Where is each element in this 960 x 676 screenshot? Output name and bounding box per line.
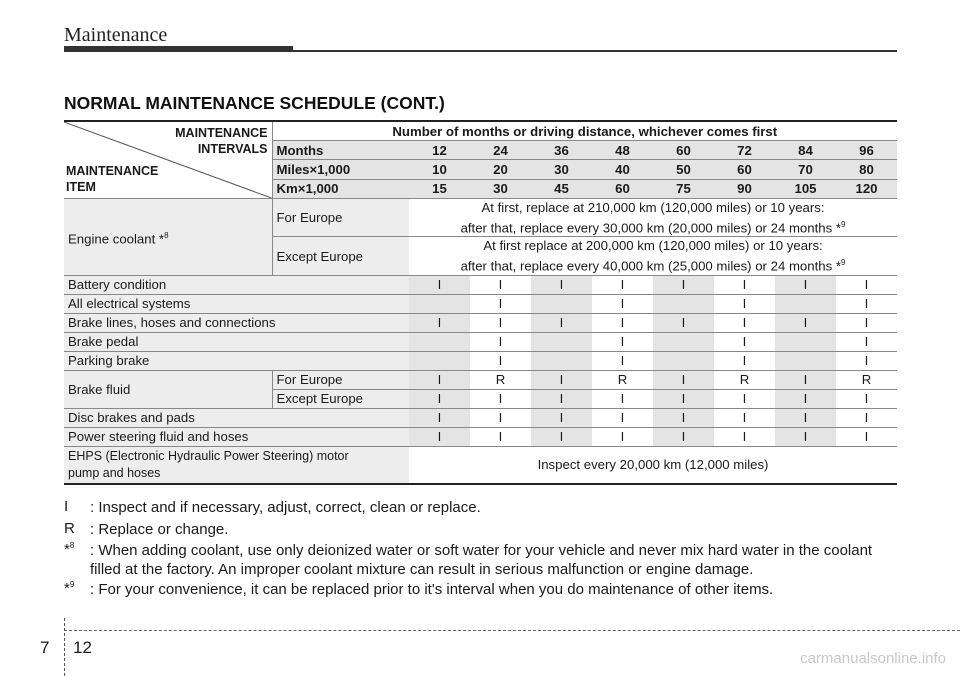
mark-cell: I: [836, 332, 897, 351]
row-item: Brake pedal: [64, 332, 409, 351]
table-row-brake-fluid-europe: [64, 370, 897, 389]
mark-cell: [775, 294, 836, 313]
mark-cell: [409, 351, 470, 370]
table-row: [64, 275, 897, 294]
mark-cell: I: [653, 313, 714, 332]
footer-rule: [64, 630, 960, 631]
mark-cell: I: [470, 313, 531, 332]
header-bar: [64, 46, 293, 52]
km-cell: 45: [531, 179, 592, 198]
table-row: [64, 294, 897, 313]
mark-cell: [775, 351, 836, 370]
mark-cell: I: [470, 408, 531, 427]
mark-cell: I: [714, 313, 775, 332]
legend-note-8: [64, 541, 873, 578]
mark-cell: I: [836, 351, 897, 370]
miles-cell: 50: [653, 160, 714, 179]
mark-cell: I: [470, 332, 531, 351]
legend-text: : Replace or change.: [90, 521, 229, 538]
mark-cell: I: [653, 408, 714, 427]
mark-cell: I: [714, 408, 775, 427]
mark-cell: I: [775, 389, 836, 408]
mark-cell: I: [836, 275, 897, 294]
coolant-except-label: Except Europe: [272, 237, 409, 275]
mark-cell: [531, 294, 592, 313]
header-rule: [293, 50, 897, 52]
mark-cell: I: [409, 275, 470, 294]
mark-cell: R: [714, 370, 775, 389]
coolant-except-value: At first replace at 200,000 km (120,000 miles) or 10 years: after that, replace every 40,000 km (25,000 miles) or 24 months *$^9$: [409, 237, 897, 275]
row-item: Brake lines, hoses and connections: [64, 313, 409, 332]
table-row: [64, 313, 897, 332]
months-cell: 84: [775, 141, 836, 160]
km-label: Km×1,000: [272, 179, 409, 198]
legend-key: *$^8$: [64, 541, 75, 558]
mark-cell: I: [836, 427, 897, 446]
corner-item-label: MAINTENANCE ITEM: [66, 164, 159, 194]
table-corner-header: [64, 121, 272, 199]
mark-cell: I: [592, 351, 653, 370]
table-row-coolant-europe: [64, 199, 897, 237]
mark-cell: I: [470, 351, 531, 370]
mark-cell: I: [714, 427, 775, 446]
page-number: 12: [73, 638, 92, 657]
mark-cell: I: [531, 370, 592, 389]
mark-cell: I: [775, 275, 836, 294]
mark-cell: I: [775, 313, 836, 332]
page-header-title: Maintenance: [64, 24, 168, 46]
km-cell: 105: [775, 179, 836, 198]
mark-cell: I: [409, 313, 470, 332]
mark-cell: [775, 332, 836, 351]
mark-cell: I: [470, 294, 531, 313]
watermark-text: carmanualsonline.info: [800, 650, 946, 667]
mark-cell: [409, 332, 470, 351]
interval-header: Number of months or driving distance, whichever comes first: [272, 121, 897, 141]
months-cell: 96: [836, 141, 897, 160]
mark-cell: I: [836, 294, 897, 313]
miles-cell: 40: [592, 160, 653, 179]
legend-note-9: [64, 580, 774, 598]
row-item: Power steering fluid and hoses: [64, 427, 409, 446]
miles-cell: 10: [409, 160, 470, 179]
coolant-europe-label: For Europe: [272, 199, 409, 237]
miles-cell: 70: [775, 160, 836, 179]
chapter-number: 7: [40, 638, 50, 657]
mark-cell: [409, 294, 470, 313]
mark-cell: I: [714, 389, 775, 408]
mark-cell: I: [714, 294, 775, 313]
months-cell: 48: [592, 141, 653, 160]
brake-fluid-item: Brake fluid: [64, 370, 272, 408]
mark-cell: I: [531, 275, 592, 294]
row-item: Disc brakes and pads: [64, 408, 409, 427]
mark-cell: I: [531, 427, 592, 446]
mark-cell: [531, 332, 592, 351]
coolant-item: Engine coolant *$^8$: [64, 199, 272, 276]
km-cell: 90: [714, 179, 775, 198]
mark-cell: I: [409, 370, 470, 389]
km-cell: 15: [409, 179, 470, 198]
miles-cell: 80: [836, 160, 897, 179]
mark-cell: I: [531, 408, 592, 427]
km-cell: 120: [836, 179, 897, 198]
months-label: Months: [272, 141, 409, 160]
mark-cell: I: [592, 408, 653, 427]
mark-cell: [653, 332, 714, 351]
mark-cell: [531, 351, 592, 370]
mark-cell: I: [653, 389, 714, 408]
mark-cell: I: [592, 275, 653, 294]
legend-key: R: [64, 520, 75, 537]
mark-cell: I: [470, 275, 531, 294]
legend-text: : For your convenience, it can be replaced prior to it's interval when you do maintenance of other items.: [90, 581, 774, 598]
footer-divider: [64, 618, 66, 676]
months-cell: 12: [409, 141, 470, 160]
mark-cell: I: [470, 389, 531, 408]
months-cell: 60: [653, 141, 714, 160]
legend-key: *$^9$: [64, 580, 75, 597]
ehps-value: Inspect every 20,000 km (12,000 miles): [409, 446, 897, 484]
row-item: Parking brake: [64, 351, 409, 370]
mark-cell: I: [592, 294, 653, 313]
section-title: NORMAL MAINTENANCE SCHEDULE (CONT.): [64, 93, 445, 113]
km-cell: 75: [653, 179, 714, 198]
mark-cell: I: [409, 389, 470, 408]
months-cell: 72: [714, 141, 775, 160]
mark-cell: I: [409, 427, 470, 446]
mark-cell: I: [531, 313, 592, 332]
mark-cell: I: [836, 313, 897, 332]
mark-cell: I: [714, 332, 775, 351]
mark-cell: [653, 294, 714, 313]
km-cell: 60: [592, 179, 653, 198]
mark-cell: I: [714, 275, 775, 294]
mark-cell: I: [531, 389, 592, 408]
table-row-ehps: [64, 446, 897, 484]
mark-cell: [653, 351, 714, 370]
row-item: Battery condition: [64, 275, 409, 294]
mark-cell: I: [775, 408, 836, 427]
miles-cell: 20: [470, 160, 531, 179]
table-row: [64, 427, 897, 446]
mark-cell: I: [836, 389, 897, 408]
mark-cell: I: [409, 408, 470, 427]
mark-cell: I: [653, 427, 714, 446]
brake-fluid-except-label: Except Europe: [272, 389, 409, 408]
miles-cell: 60: [714, 160, 775, 179]
table-row: [64, 332, 897, 351]
mark-cell: R: [592, 370, 653, 389]
legend-inspect: [64, 498, 481, 516]
brake-fluid-europe-label: For Europe: [272, 370, 409, 389]
legend-key: I: [64, 498, 69, 515]
mark-cell: I: [592, 427, 653, 446]
mark-cell: I: [714, 351, 775, 370]
mark-cell: I: [775, 370, 836, 389]
mark-cell: I: [653, 370, 714, 389]
coolant-europe-value: At first, replace at 210,000 km (120,000 miles) or 10 years: after that, replace every 30,000 km (20,000 miles) or 24 months *$^9$: [409, 199, 897, 237]
mark-cell: I: [470, 427, 531, 446]
legend-replace: [64, 520, 229, 538]
ehps-item: EHPS (Electronic Hydraulic Power Steering) motor pump and hoses: [64, 446, 409, 484]
miles-label: Miles×1,000: [272, 160, 409, 179]
row-item: All electrical systems: [64, 294, 409, 313]
maintenance-schedule-table: [64, 120, 897, 485]
mark-cell: R: [836, 370, 897, 389]
mark-cell: I: [836, 408, 897, 427]
mark-cell: I: [592, 313, 653, 332]
km-cell: 30: [470, 179, 531, 198]
mark-cell: I: [775, 427, 836, 446]
miles-cell: 30: [531, 160, 592, 179]
mark-cell: I: [592, 389, 653, 408]
months-cell: 24: [470, 141, 531, 160]
months-cell: 36: [531, 141, 592, 160]
corner-intervals-label: MAINTENANCE INTERVALS: [175, 126, 268, 156]
mark-cell: I: [592, 332, 653, 351]
table-row: [64, 351, 897, 370]
mark-cell: R: [470, 370, 531, 389]
table-row: [64, 408, 897, 427]
legend-text: : When adding coolant, use only deionized water or soft water for your vehicle and never mix hard water in the coolant filled at the factory. An improper coolant mixture can result in serious malfunction or engine damage.: [90, 542, 873, 578]
mark-cell: I: [653, 275, 714, 294]
legend-text: : Inspect and if necessary, adjust, correct, clean or replace.: [90, 499, 481, 516]
